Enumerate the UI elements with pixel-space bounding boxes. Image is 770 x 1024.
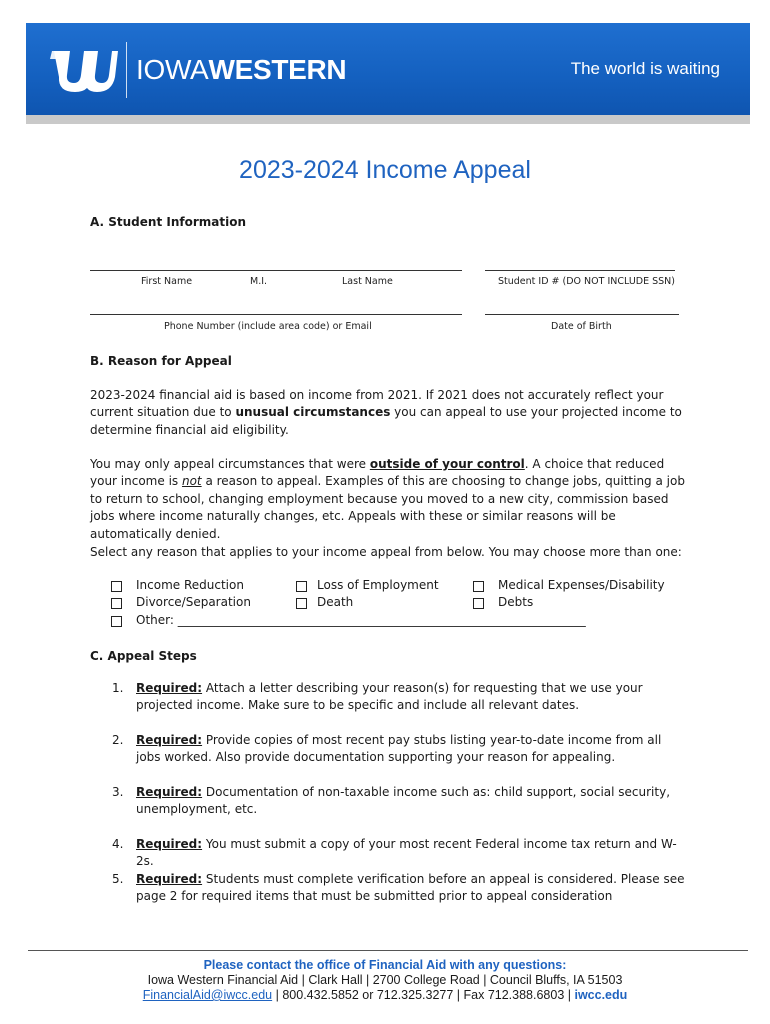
required-label: Required: — [136, 872, 203, 886]
income-reduction-label: Income Reduction — [136, 578, 244, 592]
section-b-heading: B. Reason for Appeal — [90, 354, 232, 368]
document-title: 2023-2024 Income Appeal — [239, 156, 531, 184]
step-5-text: Required: Students must complete verification before an appeal is considered. Please see page 2 for required items that must be submitted prior to appeal consideration — [136, 872, 685, 904]
footer-contact — [0, 987, 770, 1003]
logo-word-western: WESTERN — [208, 54, 347, 85]
medical-checkbox[interactable] — [473, 581, 484, 592]
footer-divider — [28, 950, 748, 951]
last-name-label: Last Name — [342, 276, 393, 287]
medical-label: Medical Expenses/Disability — [498, 578, 665, 592]
section-a-heading: A. Student Information — [90, 215, 246, 229]
required-label: Required: — [136, 785, 203, 799]
divorce-label: Divorce/Separation — [136, 595, 251, 609]
logo-word-iowa: IOWA — [136, 54, 209, 85]
step-5-number: 5. — [112, 872, 124, 886]
mi-label: M.I. — [250, 276, 268, 287]
other-label[interactable]: Other: ____________________________________________________________________ — [136, 613, 586, 627]
other-checkbox[interactable] — [111, 616, 122, 627]
loss-employment-checkbox[interactable] — [296, 581, 307, 592]
step-2-text: Required: Provide copies of most recent pay stubs listing year-to-date income from all jobs worked. Also provide documentation supporting your reason for appealing. — [136, 733, 662, 765]
phone-email-field-line[interactable] — [90, 314, 462, 315]
unusual-circumstances-text: unusual circumstances — [235, 405, 391, 420]
logo-wordmark — [136, 52, 346, 88]
not-text: not — [181, 474, 202, 489]
dob-field-line[interactable] — [485, 314, 679, 315]
death-checkbox[interactable] — [296, 598, 307, 609]
debts-label: Debts — [498, 595, 534, 609]
footer-heading: Please contact the office of Financial Aid with any questions: — [203, 958, 567, 972]
step-1-text: Required: Attach a letter describing your reason(s) for requesting that we use your projected income. Make sure to be specific and include all relevant dates. — [136, 681, 643, 713]
debts-checkbox[interactable] — [473, 598, 484, 609]
required-label: Required: — [136, 837, 203, 851]
header-strip — [26, 115, 750, 124]
footer-address: Iowa Western Financial Aid | Clark Hall | 2700 College Road | Council Bluffs, IA 51503 — [147, 973, 623, 987]
name-field-line[interactable] — [90, 270, 462, 271]
first-name-label: First Name — [141, 276, 193, 287]
logo-divider — [126, 42, 127, 98]
reason-paragraph-1: 2023-2024 financial aid is based on income from 2021. If 2021 does not accurately reflect your current situation due to unusual circumstances you can appeal to use your projected income to determine financial aid eligibility. — [90, 388, 682, 437]
iowa-western-logo-icon — [50, 45, 120, 95]
website-link[interactable]: iwcc.edu — [574, 988, 628, 1002]
header-tagline: The world is waiting — [570, 59, 720, 78]
required-label: Required: — [136, 681, 203, 695]
death-label: Death — [317, 595, 354, 609]
student-id-label: Student ID # (DO NOT INCLUDE SSN) — [498, 276, 675, 287]
phone-email-label: Phone Number (include area code) or Email — [164, 321, 372, 332]
step-2-number: 2. — [112, 733, 124, 747]
divorce-checkbox[interactable] — [111, 598, 122, 609]
reason-instruction: Select any reason that applies to your income appeal from below. You may choose more than one: — [90, 545, 682, 559]
loss-employment-label: Loss of Employment — [317, 578, 439, 592]
step-3-text: Required: Documentation of non-taxable income such as: child support, social security, unemployment, etc. — [136, 785, 671, 817]
income-reduction-checkbox[interactable] — [111, 581, 122, 592]
outside-control-text: outside of your control — [369, 457, 525, 471]
dob-label: Date of Birth — [551, 321, 612, 332]
step-3-number: 3. — [112, 785, 124, 799]
reason-paragraph-2: You may only appeal circumstances that were outside of your control. A choice that reduced your income is not a reason to appeal. Examples of this are choosing to change jobs, quitting a job to return to school, changing employment because you moved to a new city, commission based jobs where income naturally changes, etc. Appeals with these or similar reasons will be automatically denied. — [90, 457, 685, 541]
student-id-field-line[interactable] — [485, 270, 675, 271]
step-4-text: Required: You must submit a copy of your most recent Federal income tax return and W-2s. — [136, 837, 677, 869]
email-link[interactable]: FinancialAid@iwcc.edu — [142, 988, 273, 1002]
step-4-number: 4. — [112, 837, 124, 851]
footer-phones: | 800.432.5852 or 712.325.3277 | Fax 712.388.6803 | — [272, 988, 575, 1002]
section-c-heading: C. Appeal Steps — [90, 649, 197, 663]
step-1-number: 1. — [112, 681, 124, 695]
required-label: Required: — [136, 733, 203, 747]
